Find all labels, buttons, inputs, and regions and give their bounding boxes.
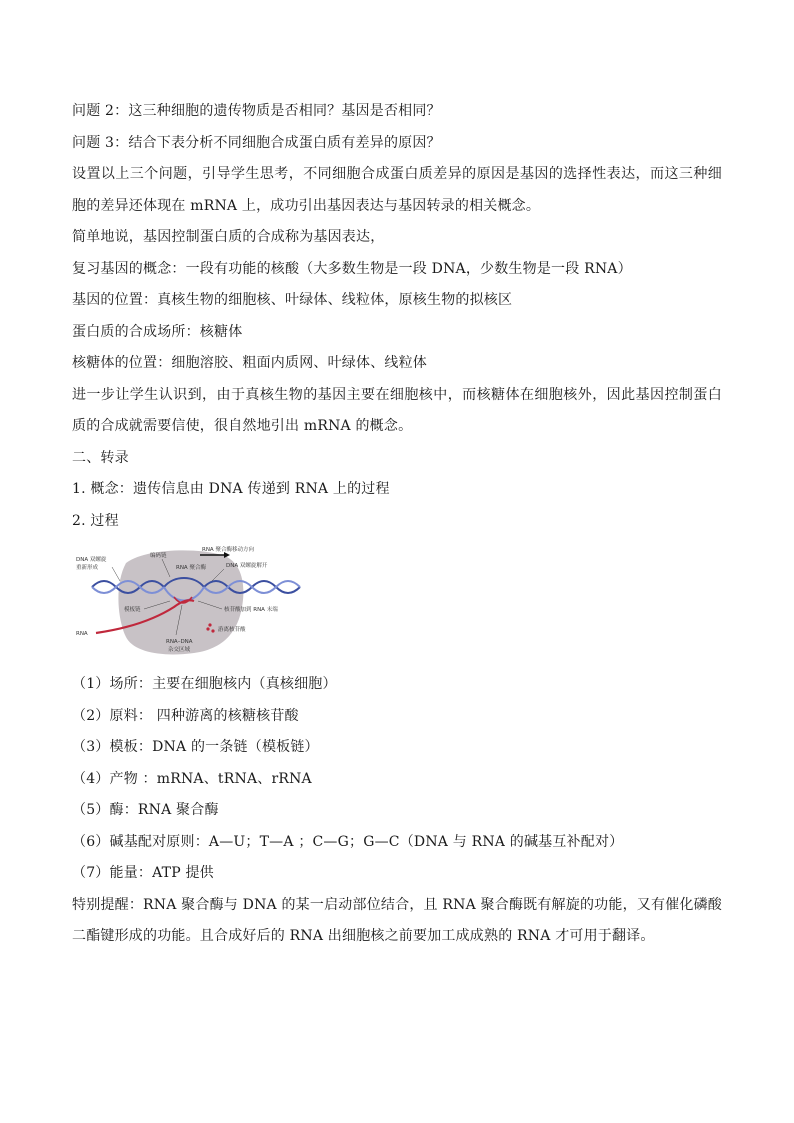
paragraph-ribosome-location: 核糖体的位置：细胞溶胶、粗面内质网、叶绿体、线粒体	[72, 355, 427, 371]
paragraph-intro: 设置以上三个问题，引导学生思考，不同细胞合成蛋白质差异的原因是基因的选择性表达，而这三种细胞的差异还体现在 mRNA 上，成功引出基因表达与基因转录的相关概念。	[72, 166, 722, 214]
question-2: 问题 2：这三种细胞的遗传物质是否相同？基因是否相同？	[72, 103, 441, 119]
step-product: （4）产物 ：mRNA、tRNA、rRNA	[72, 770, 312, 787]
free-nucleotide	[206, 627, 209, 630]
step-base-pairing: （6）碱基配对原则：A—U；T—A ；C—G；G—C（DNA 与 RNA 的碱基互补配对）	[72, 833, 624, 850]
step-location: （1）场所：主要在细胞核内（真核细胞）	[72, 676, 337, 692]
step-energy: （7）能量：ATP 提供	[72, 865, 214, 881]
transcription-diagram-svg	[74, 545, 304, 663]
label-coding-strand: 编码链	[150, 553, 167, 559]
step-raw-material: （2）原料： 四种游离的核糖核苷酸	[72, 707, 299, 724]
paragraph-gene-concept: 复习基因的概念：一段有功能的核酸（大多数生物是一段 DNA，少数生物是一段 RNA）	[72, 260, 632, 277]
label-rna: RNA	[76, 631, 88, 637]
label-rna-dna-hybrid: RNA–DNA	[166, 639, 193, 645]
document-page	[72, 96, 722, 953]
special-reminder: 特别提醒：RNA 聚合酶与 DNA 的某一启动部位结合，且 RNA 聚合酶既有解旋的功能，又有催化磷酸二酯键形成的功能。且合成好后的 RNA 出细胞核之前要加工成成熟的 RNA 才可用于翻译。	[72, 896, 722, 944]
section-heading-transcription: 二、转录	[72, 449, 129, 466]
paragraph-mrna: 进一步让学生认识到，由于真核生物的基因主要在细胞核中，而核糖体在细胞核外，因此基因控制蛋白质的合成就需要信使，很自然地引出 mRNA 的概念。	[72, 386, 722, 434]
label-hybrid-region: 杂交区域	[168, 647, 191, 653]
paragraph-protein-site: 蛋白质的合成场所：核糖体	[72, 323, 243, 340]
question-3: 问题 3：结合下表分析不同细胞合成蛋白质有差异的原因？	[72, 134, 441, 151]
label-rna-polymerase: RNA 聚合酶	[176, 565, 206, 571]
free-nucleotide	[208, 623, 211, 626]
free-nucleotide	[211, 629, 214, 632]
label-free-nucleotide: 游离核苷酸	[218, 627, 246, 633]
label-nucleotide-added: 核苷酸加到 RNA 末端	[224, 607, 278, 613]
transcription-diagram	[74, 545, 304, 663]
label-direction: RNA 聚合酶移动方向	[202, 547, 254, 553]
step-template: （3）模板：DNA 的一条链（模板链）	[72, 739, 319, 755]
label-dna-reform: DNA 双螺旋	[76, 557, 107, 563]
paragraph-gene-location: 基因的位置：真核生物的细胞核、叶绿体、线粒体，原核生物的拟核区	[72, 292, 513, 308]
label-template-strand: 模板链	[124, 607, 141, 613]
paragraph-gene-expression: 简单地说，基因控制蛋白质的合成称为基因表达，	[72, 229, 385, 245]
item-process: 2. 过程	[72, 512, 119, 529]
label-dna-unwind: DNA 双螺旋解开	[226, 563, 268, 569]
item-concept: 1. 概念：遗传信息由 DNA 传递到 RNA 上的过程	[72, 481, 390, 497]
step-enzyme: （5）酶：RNA 聚合酶	[72, 802, 219, 818]
label-dna-reform-2: 重新形成	[76, 565, 99, 571]
